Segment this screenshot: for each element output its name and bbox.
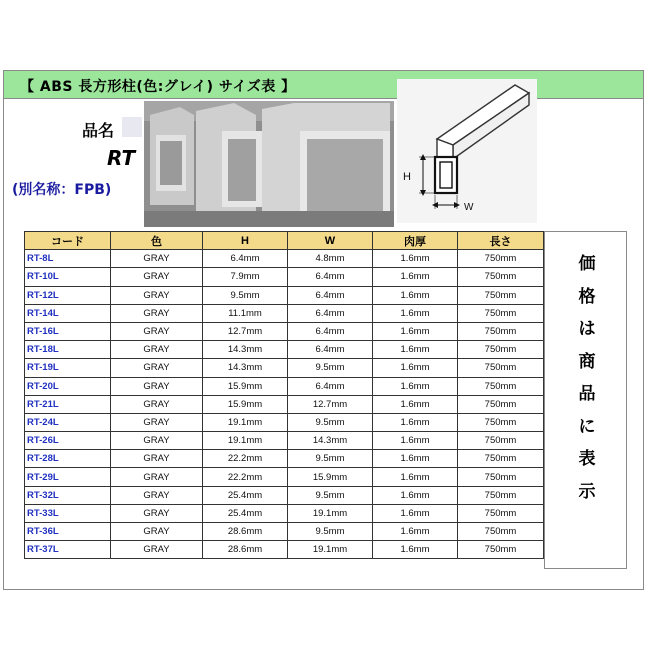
table-cell: 9.5mm [288, 450, 373, 468]
table-cell: 15.9mm [288, 468, 373, 486]
table-cell: 1.6mm [373, 341, 458, 359]
table-cell: GRAY [111, 450, 203, 468]
product-code-cell: RT-19L [25, 359, 111, 377]
product-code-cell: RT-14L [25, 304, 111, 322]
table-cell: 14.3mm [203, 359, 288, 377]
table-cell: GRAY [111, 541, 203, 559]
dimension-diagram [397, 79, 537, 223]
table-cell: 750mm [458, 468, 544, 486]
column-header: W [288, 232, 373, 250]
table-row [25, 541, 544, 559]
product-code-cell: RT-18L [25, 341, 111, 359]
product-code-cell: RT-36L [25, 523, 111, 541]
table-cell: 750mm [458, 250, 544, 268]
table-row [25, 413, 544, 431]
price-note-char: 示 [578, 481, 596, 502]
table-cell: 6.4mm [203, 250, 288, 268]
table-cell: GRAY [111, 468, 203, 486]
table-cell: 750mm [458, 486, 544, 504]
table-cell: 1.6mm [373, 377, 458, 395]
table-cell: 9.5mm [203, 286, 288, 304]
table-row [25, 468, 544, 486]
table-cell: 1.6mm [373, 413, 458, 431]
table-cell: 7.9mm [203, 268, 288, 286]
table-cell: 9.5mm [288, 486, 373, 504]
column-header: 色 [111, 232, 203, 250]
product-code-cell: RT-29L [25, 468, 111, 486]
table-cell: 6.4mm [288, 304, 373, 322]
table-cell: GRAY [111, 304, 203, 322]
product-code-cell: RT-26L [25, 432, 111, 450]
size-chart-frame [3, 70, 644, 590]
table-cell: 1.6mm [373, 250, 458, 268]
table-row [25, 322, 544, 340]
table-cell: 4.8mm [288, 250, 373, 268]
table-row [25, 377, 544, 395]
price-note-char: 表 [578, 449, 596, 469]
product-code-cell: RT-8L [25, 250, 111, 268]
table-cell: GRAY [111, 413, 203, 431]
table-cell: 750mm [458, 504, 544, 522]
table-cell: 1.6mm [373, 468, 458, 486]
table-cell: 12.7mm [203, 322, 288, 340]
price-note-panel [544, 231, 627, 569]
product-code-cell: RT-10L [25, 268, 111, 286]
table-body [25, 250, 544, 559]
table-row [25, 341, 544, 359]
table-row [25, 432, 544, 450]
table-cell: 11.1mm [203, 304, 288, 322]
table-cell: 12.7mm [288, 395, 373, 413]
product-code-cell: RT-16L [25, 322, 111, 340]
product-code-cell: RT-37L [25, 541, 111, 559]
page-title: 【 ABS 長方形柱(色:グレイ) サイズ表 】 [20, 79, 296, 95]
table-row [25, 304, 544, 322]
product-name-swatch [122, 117, 142, 137]
table-cell: 1.6mm [373, 541, 458, 559]
table-cell: 19.1mm [203, 413, 288, 431]
table-cell: 750mm [458, 377, 544, 395]
table-cell: 14.3mm [203, 341, 288, 359]
table-cell: 6.4mm [288, 377, 373, 395]
table-cell: GRAY [111, 523, 203, 541]
product-code-cell: RT-21L [25, 395, 111, 413]
table-cell: 25.4mm [203, 504, 288, 522]
title-bar [4, 71, 643, 99]
table-cell: 750mm [458, 413, 544, 431]
product-code-cell: RT-33L [25, 504, 111, 522]
table-row [25, 395, 544, 413]
table-cell: 750mm [458, 523, 544, 541]
table-cell: GRAY [111, 377, 203, 395]
table-cell: 6.4mm [288, 286, 373, 304]
table-cell: GRAY [111, 432, 203, 450]
table-row [25, 450, 544, 468]
product-photo [144, 101, 394, 227]
table-cell: 9.5mm [288, 523, 373, 541]
table-cell: 1.6mm [373, 359, 458, 377]
table-cell: 750mm [458, 395, 544, 413]
product-code-cell: RT-12L [25, 286, 111, 304]
table-cell: 750mm [458, 541, 544, 559]
table-cell: 750mm [458, 304, 544, 322]
table-cell: 750mm [458, 286, 544, 304]
table-cell: 15.9mm [203, 395, 288, 413]
table-cell: 28.6mm [203, 541, 288, 559]
product-alias: (別名称：FPB) [12, 182, 112, 198]
size-table [24, 231, 544, 559]
product-code-cell: RT-28L [25, 450, 111, 468]
table-cell: 6.4mm [288, 268, 373, 286]
table-row [25, 359, 544, 377]
table-cell: 19.1mm [288, 504, 373, 522]
table-row [25, 286, 544, 304]
table-cell: GRAY [111, 395, 203, 413]
table-cell: 22.2mm [203, 450, 288, 468]
table-cell: 750mm [458, 322, 544, 340]
table-cell: 28.6mm [203, 523, 288, 541]
table-cell: 9.5mm [288, 359, 373, 377]
table-cell: 750mm [458, 450, 544, 468]
column-header: H [203, 232, 288, 250]
table-cell: GRAY [111, 486, 203, 504]
table-cell: 14.3mm [288, 432, 373, 450]
table-cell: 1.6mm [373, 523, 458, 541]
table-row [25, 486, 544, 504]
table-cell: GRAY [111, 359, 203, 377]
price-note-char: 格 [578, 286, 596, 307]
product-code-cell: RT-20L [25, 377, 111, 395]
product-code-cell: RT-32L [25, 486, 111, 504]
column-header: 肉厚 [373, 232, 458, 250]
table-cell: 1.6mm [373, 450, 458, 468]
table-cell: 1.6mm [373, 268, 458, 286]
diagram-w-label: W [464, 202, 474, 213]
price-note-char: 品 [578, 384, 596, 404]
table-cell: GRAY [111, 341, 203, 359]
product-code: RT [107, 146, 136, 170]
table-cell: 19.1mm [203, 432, 288, 450]
product-name-label: 品名 [82, 121, 115, 140]
table-cell: 1.6mm [373, 504, 458, 522]
table-cell: 1.6mm [373, 486, 458, 504]
table-cell: 750mm [458, 341, 544, 359]
table-cell: 1.6mm [373, 286, 458, 304]
column-header: 長さ [458, 232, 544, 250]
diagram-h-label: H [403, 171, 411, 183]
table-cell: GRAY [111, 322, 203, 340]
table-row [25, 504, 544, 522]
table-cell: GRAY [111, 504, 203, 522]
table-row [25, 268, 544, 286]
table-cell: 750mm [458, 359, 544, 377]
product-code-cell: RT-24L [25, 413, 111, 431]
table-cell: 6.4mm [288, 341, 373, 359]
table-cell: GRAY [111, 250, 203, 268]
price-note [575, 248, 599, 508]
table-cell: GRAY [111, 268, 203, 286]
table-cell: 22.2mm [203, 468, 288, 486]
price-note-char: 商 [578, 351, 596, 372]
table-cell: 1.6mm [373, 304, 458, 322]
price-note-char: は [578, 319, 596, 339]
table-cell: 1.6mm [373, 322, 458, 340]
table-cell: 750mm [458, 432, 544, 450]
table-cell: 1.6mm [373, 432, 458, 450]
table-cell: 1.6mm [373, 395, 458, 413]
column-header: コード [25, 232, 111, 250]
price-note-char: 価 [578, 254, 596, 274]
table-cell: 6.4mm [288, 322, 373, 340]
table-cell: 750mm [458, 268, 544, 286]
table-cell: 15.9mm [203, 377, 288, 395]
table-cell: 25.4mm [203, 486, 288, 504]
table-cell: GRAY [111, 286, 203, 304]
price-note-char: に [578, 416, 596, 437]
table-header-row [25, 232, 544, 250]
table-cell: 19.1mm [288, 541, 373, 559]
table-row [25, 523, 544, 541]
table-row [25, 250, 544, 268]
table-cell: 9.5mm [288, 413, 373, 431]
